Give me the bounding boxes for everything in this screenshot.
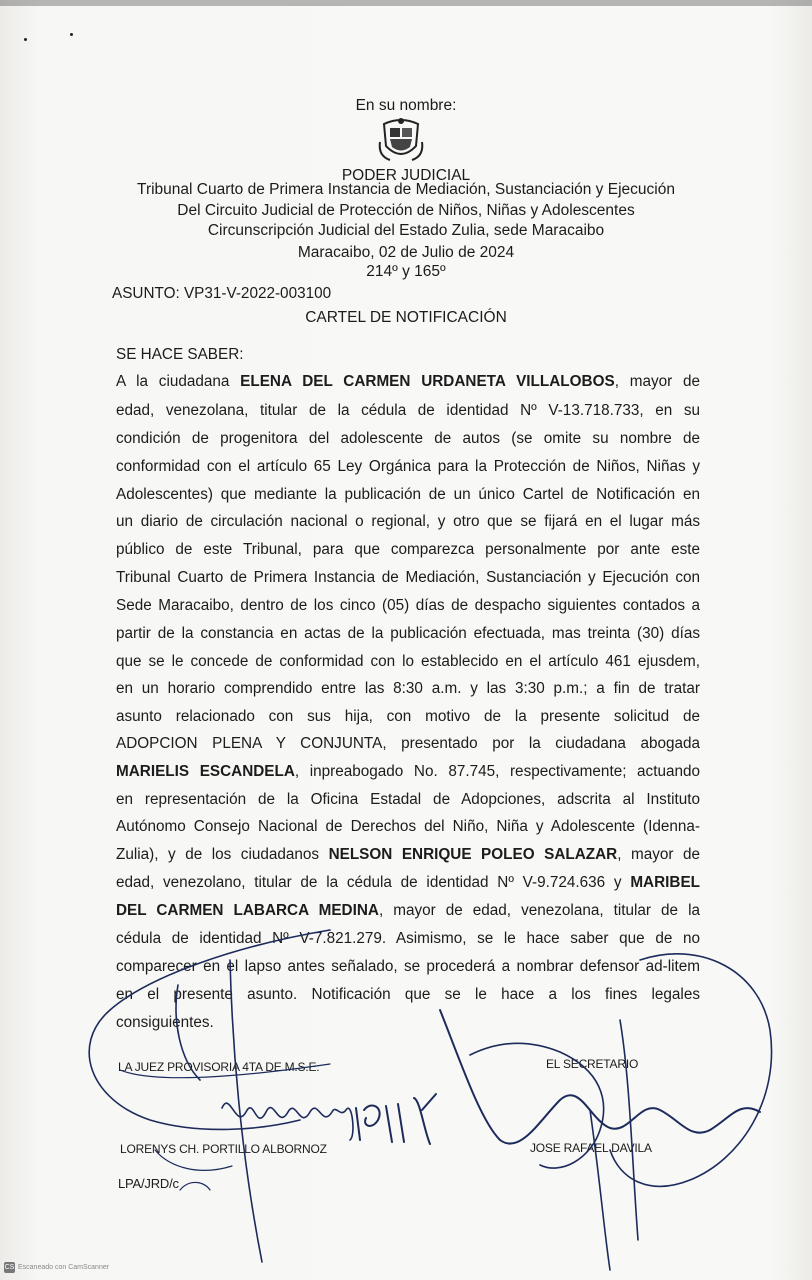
- initials: LPA/JRD/c: [118, 1176, 179, 1191]
- scanner-text: Escaneado con CamScanner: [18, 1264, 110, 1271]
- body-line: partir de la constancia en actas de la publicación efectuada, mas treinta (30) días: [116, 625, 700, 642]
- body-line: asunto relacionado con sus hija, con motivo de la presente solicitud de: [116, 708, 700, 725]
- document-title: CARTEL DE NOTIFICACIÓN: [305, 309, 507, 326]
- body-line: un diario de circulación nacional o regional, y otro que se fijará en el lugar más: [116, 513, 700, 530]
- body-line: DEL CARMEN LABARCA MEDINA, mayor de edad, venezolana, titular de la: [116, 902, 700, 919]
- judge-title: LA JUEZ PROVISORIA 4TA DE M.S.E.: [118, 1060, 320, 1074]
- body-line: edad, venezolana, titular de la cédula de identidad Nº V-13.718.733, en su: [116, 402, 700, 419]
- document-date: Maracaibo, 02 de Julio de 2024: [297, 244, 515, 261]
- court-line-2: Del Circuito Judicial de Protección de Niños, Niñas y Adolescentes: [177, 202, 635, 219]
- court-line-3: Circunscripción Judicial del Estado Zulia, sede Maracaibo: [207, 222, 605, 239]
- se-hace-saber: SE HACE SABER:: [116, 346, 244, 363]
- en-su-nombre: En su nombre:: [355, 97, 457, 114]
- judge-name: LORENYS CH. PORTILLO ALBORNOZ: [120, 1142, 327, 1156]
- body-line: Autónomo Consejo Nacional de Derechos del Niño, Niña y Adolescente (Idenna-: [116, 818, 700, 835]
- body-line: en un horario comprendido entre las 8:30 a.m. y las 3:30 p.m.; a fin de tratar: [116, 680, 700, 697]
- body-line: Zulia), y de los ciudadanos NELSON ENRIQUE POLEO SALAZAR, mayor de: [116, 846, 701, 863]
- scanner-badge: CS: [4, 1264, 15, 1271]
- body-line: público de este Tribunal, para que comparezca personalmente por ante este: [116, 541, 700, 558]
- secretary-name: JOSE RAFAEL DAVILA: [530, 1141, 652, 1155]
- body-line: A la ciudadana ELENA DEL CARMEN URDANETA VILLALOBOS, mayor de: [116, 373, 700, 390]
- body-line: edad, venezolano, titular de la cédula de identidad Nº V-9.724.636 y MARIBEL: [116, 874, 700, 891]
- body-line: conformidad con el artículo 65 Ley Orgánica para la Protección de Niños, Niñas y: [116, 458, 700, 475]
- body-line: en representación de la Oficina Estadal de Adopciones, adscrita al Instituto: [116, 791, 700, 808]
- years-line: 214º y 165º: [366, 263, 446, 280]
- scanner-watermark: [4, 1262, 109, 1273]
- body-line: comparecer en el lapso antes señalado, se procederá a nombrar defensor ad-litem: [116, 958, 700, 975]
- body-line: en el presente asunto. Notificación que se le hace a los fines legales: [116, 986, 700, 1003]
- court-line-1: Tribunal Cuarto de Primera Instancia de Mediación, Sustanciación y Ejecución: [137, 181, 675, 198]
- institution-name: PODER JUDICIAL: [341, 167, 471, 184]
- body-line: cédula de identidad Nº V-7.821.279. Asimismo, se le hace saber que de no: [116, 930, 700, 947]
- body-line: MARIELIS ESCANDELA, inpreabogado No. 87.745, respectivamente; actuando: [116, 763, 700, 780]
- body-line: Adolescentes) que mediante la publicación de un único Cartel de Notificación en: [116, 486, 700, 503]
- body-line: Sede Maracaibo, dentro de los cinco (05) días de despacho siguientes contados a: [116, 597, 700, 614]
- body-line: ADOPCION PLENA Y CONJUNTA, presentado por la ciudadana abogada: [116, 735, 700, 752]
- body-line: condición de progenitora del adolescente de autos (se omite su nombre de: [116, 430, 700, 447]
- secretary-title: EL SECRETARIO: [546, 1057, 639, 1071]
- asunto-label: ASUNTO: VP31-V-2022-003100: [112, 285, 332, 302]
- body-line: Tribunal Cuarto de Primera Instancia de Mediación, Sustanciación y Ejecución con: [116, 569, 700, 586]
- body-line: consiguientes.: [116, 1014, 214, 1031]
- body-line: que se le concede de conformidad con lo establecido en el artículo 461 ejusdem,: [116, 653, 700, 670]
